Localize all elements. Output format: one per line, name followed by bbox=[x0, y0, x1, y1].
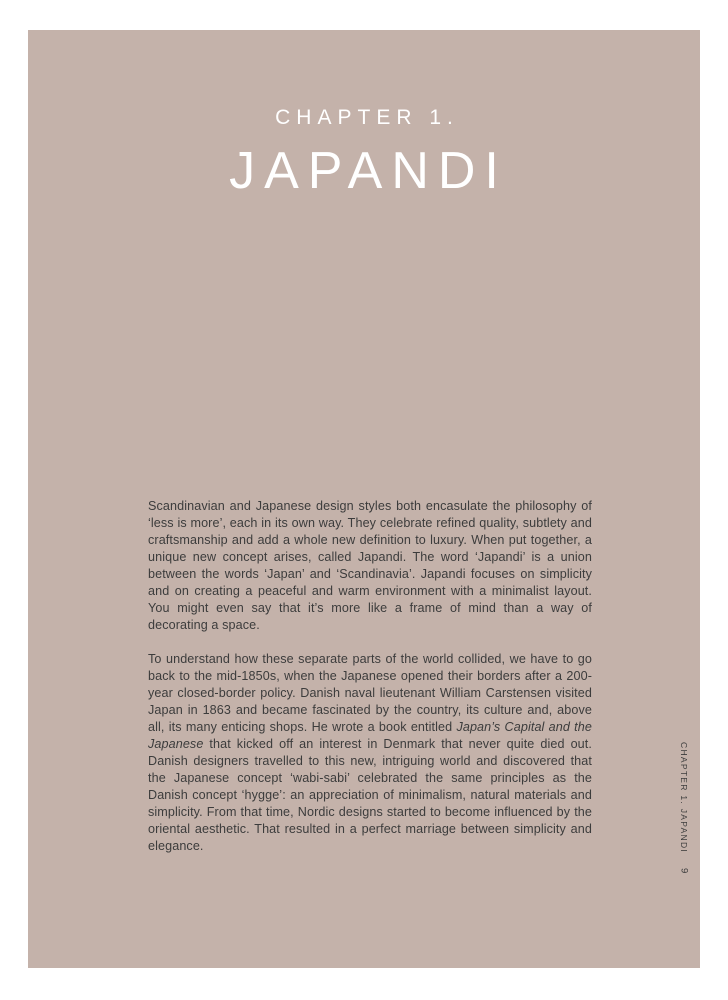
paragraph-2-text: To understand how these separate parts of the world collided, we have to go back to the mid-1850s, when the Japanese opened their borders after a 200-year closed-border policy. Danish naval lieutenant William Carstensen visited Japan in 1863 and became fascinated by the country, its culture and, above all, its many enticing shops. He wrote a book entitled bbox=[148, 652, 592, 734]
book-title-italic: Japan’s Capital and the Japanese bbox=[148, 720, 592, 751]
chapter-label: CHAPTER 1. bbox=[275, 106, 459, 129]
page-surface bbox=[28, 30, 700, 968]
paragraph-1: Scandinavian and Japanese design styles both encasulate the philosophy of ‘less is more’, each in its own way. They celebrate refined quality, subtlety and craftsmanship and add a whole new definition to luxury. When put together, a unique new concept arises, called Japandi. The word ‘Japandi’ is a union between the words ‘Japan’ and ‘Scandinavia’. Japandi focuses on simplicity and on creating a peaceful and warm environment with a minimalist layout. You might even say that it’s more like a frame of mind than a way of decorating a space. bbox=[148, 499, 592, 632]
chapter-title: JAPANDI bbox=[229, 142, 508, 200]
running-header bbox=[676, 742, 692, 873]
running-header-text: CHAPTER 1. JAPANDI bbox=[679, 742, 689, 854]
body-text bbox=[148, 498, 592, 855]
paragraph-2 bbox=[148, 651, 592, 855]
page-number: 9 bbox=[678, 868, 690, 874]
chapter-header bbox=[28, 106, 700, 200]
paragraph-2-text-continued: that kicked off an interest in Denmark that never quite died out. Danish designers travelled to this new, intriguing world and discovered that the Japanese concept ‘wabi-sabi’ celebrated the same principles as the Danish concept ‘hygge’: an appreciation of minimalism, natural materials and simplicity. From that time, Nordic designs started to become influenced by the oriental aesthetic. That resulted in a perfect marriage between simplicity and elegance. bbox=[148, 737, 592, 853]
